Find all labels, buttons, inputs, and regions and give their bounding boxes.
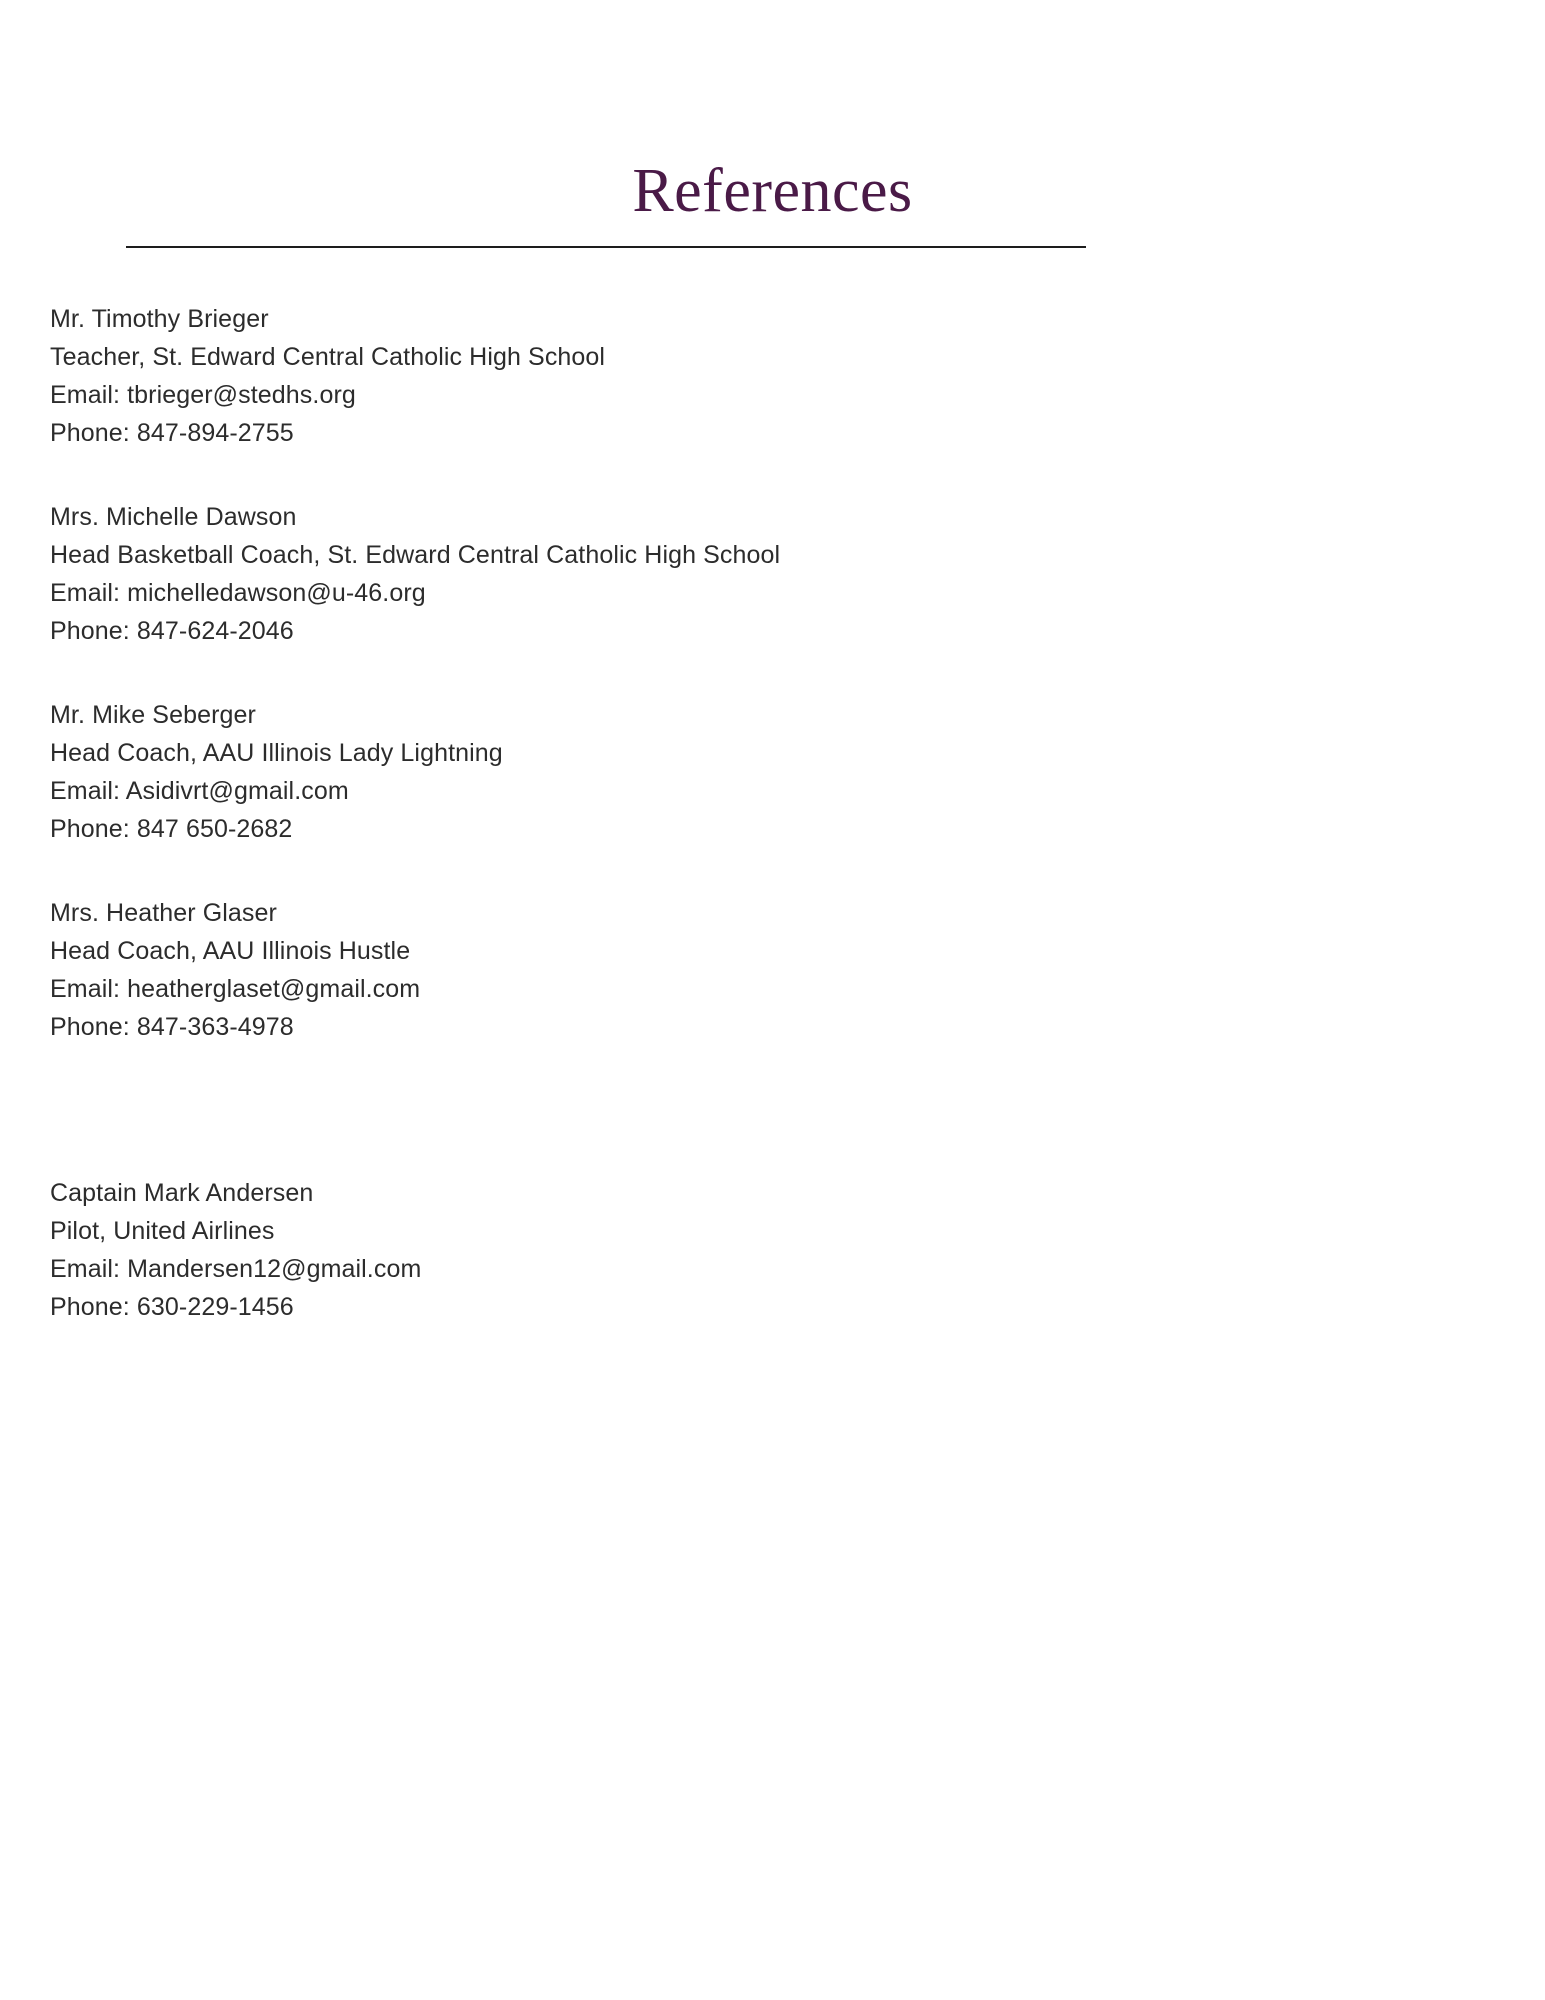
reference-email: Email: michelledawson@u-46.org [50,579,426,607]
reference-role: Head Coach, AAU Illinois Hustle [50,937,411,965]
reference-name: Captain Mark Andersen [50,1179,314,1207]
reference-name: Mr. Timothy Brieger [50,305,269,333]
reference-entry [50,1174,1250,1326]
title-divider [126,246,1086,248]
reference-name: Mrs. Heather Glaser [50,899,277,927]
reference-entry [50,300,1250,452]
reference-entry [50,498,1250,650]
reference-email: Email: heatherglaset@gmail.com [50,975,421,1003]
reference-phone: Phone: 847 650-2682 [50,815,293,843]
reference-role: Pilot, United Airlines [50,1217,275,1245]
reference-phone: Phone: 847-363-4978 [50,1013,294,1041]
references-list [50,300,1250,1372]
reference-phone: Phone: 847-624-2046 [50,617,294,645]
reference-role: Teacher, St. Edward Central Catholic High School [50,343,606,371]
reference-role: Head Basketball Coach, St. Edward Central Catholic High School [50,541,781,569]
page-title: References [632,157,913,225]
reference-email: Email: Mandersen12@gmail.com [50,1255,422,1283]
reference-role: Head Coach, AAU Illinois Lady Lightning [50,739,503,767]
page-title-container [0,157,1545,225]
reference-entry [50,696,1250,848]
reference-entry [50,894,1250,1046]
reference-name: Mr. Mike Seberger [50,701,256,729]
reference-email: Email: tbrieger@stedhs.org [50,381,356,409]
reference-email: Email: Asidivrt@gmail.com [50,777,349,805]
reference-phone: Phone: 847-894-2755 [50,419,294,447]
reference-name: Mrs. Michelle Dawson [50,503,297,531]
reference-phone: Phone: 630-229-1456 [50,1293,294,1321]
